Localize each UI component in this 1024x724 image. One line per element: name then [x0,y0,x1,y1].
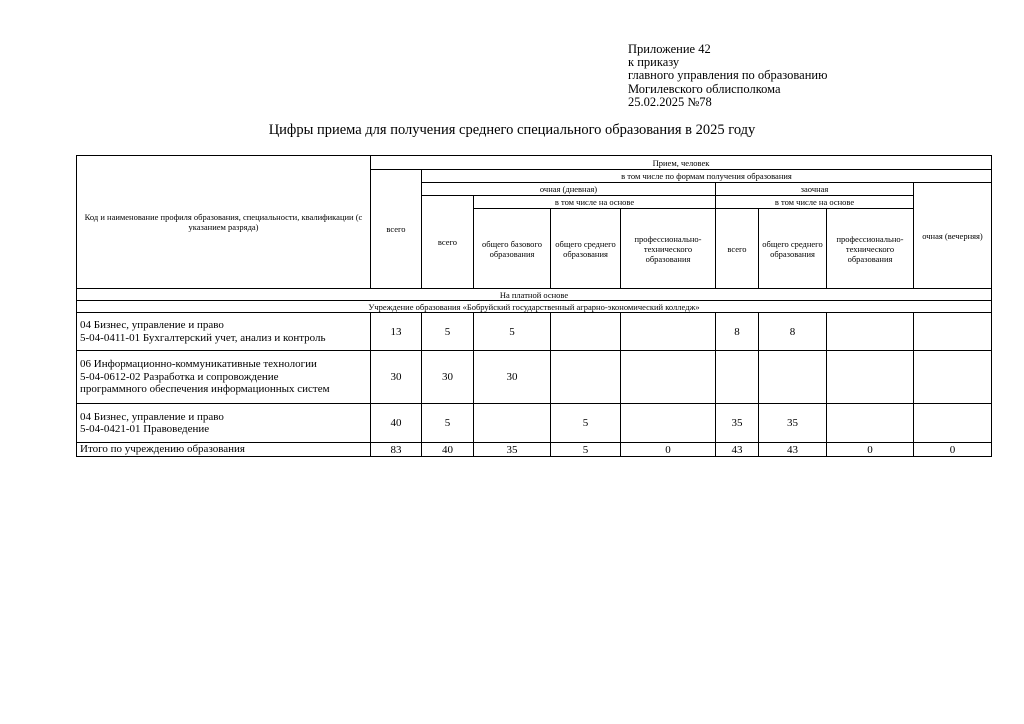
cell-corr-total: 8 [716,313,759,351]
row-name [77,313,371,351]
cell-total: 30 [371,351,422,404]
cell-corr-secondary [759,351,827,404]
header-evening: очная (вечерняя) [914,183,992,289]
header-day-total: всего [422,196,474,289]
name-line: программного обеспечения информационных систем [80,383,330,396]
total-cell-day-vocational: 0 [621,443,716,457]
cell-day-total: 5 [422,313,474,351]
cell-day-basic: 5 [474,313,551,351]
cell-day-total: 30 [422,351,474,404]
header-total: всего [371,170,422,289]
name-line: 04 Бизнес, управление и право [80,319,224,331]
header-admission: Прием, человек [371,156,992,170]
cell-day-secondary: 5 [551,404,621,443]
cell-day-vocational [621,351,716,404]
cell-total: 13 [371,313,422,351]
cell-day-vocational [621,313,716,351]
name-line: 5-04-0421-01 Правоведение [80,423,210,435]
name-line: 06 Информационно-коммуникативные технологии [80,358,317,371]
appendix-block [628,43,827,109]
total-cell-day-basic: 35 [474,443,551,457]
appendix-line: Приложение 42 [628,42,711,56]
cell-total: 40 [371,404,422,443]
document-title: Цифры приема для получения среднего специального образования в 2025 году [268,122,756,138]
total-cell-total: 83 [371,443,422,457]
header-day-secondary: общего среднего образования [551,209,621,289]
cell-evening [914,404,992,443]
total-cell-day-secondary: 5 [551,443,621,457]
appendix-line: главного управления по образованию [628,68,828,83]
header-corr-secondary: общего среднего образования [759,209,827,289]
cell-day-total: 5 [422,404,474,443]
table-row [77,313,992,351]
cell-corr-total: 35 [716,404,759,443]
appendix-line: к приказу [628,55,680,70]
header-corr-vocational: профессионально-технического образования [827,209,914,289]
header-fulltime-day: очная (дневная) [422,183,716,196]
appendix-line: Могилевского облисполкома [628,81,781,96]
cell-corr-total [716,351,759,404]
name-line: 04 Бизнес, управление и право [80,410,224,423]
section-paid-basis: На платной основе [77,289,992,301]
total-label: Итого по учреждению образования [77,443,371,457]
cell-evening [914,351,992,404]
admissions-table [76,155,992,457]
header-correspondence: заочная [716,183,914,196]
cell-day-basic [474,404,551,443]
header-including-basis-day: в том числе на основе [474,196,716,209]
cell-day-vocational [621,404,716,443]
table-row [77,404,992,443]
row-name [77,404,371,443]
cell-day-secondary [551,351,621,404]
total-cell-corr-total: 43 [716,443,759,457]
header-by-forms: в том числе по формам получения образования [422,170,992,183]
total-cell-corr-vocational: 0 [827,443,914,457]
cell-corr-vocational [827,313,914,351]
total-cell-day-total: 40 [422,443,474,457]
table-row [77,351,992,404]
appendix-line: 25.02.2025 №78 [628,94,712,109]
header-including-basis-corr: в том числе на основе [716,196,914,209]
header-corr-total: всего [716,209,759,289]
total-row [77,443,992,457]
total-cell-corr-secondary: 43 [759,443,827,457]
institution-name: Учреждение образования «Бобруйский государственный аграрно-экономический колледж» [77,301,992,313]
header-day-basic: общего базового образования [474,209,551,289]
total-cell-evening: 0 [914,443,992,457]
cell-corr-secondary: 35 [759,404,827,443]
name-line: 5-04-0411-01 Бухгалтерский учет, анализ и контроль [80,331,326,344]
header-profile: Код и наименование профиля образования, специальности, квалификации (с указанием разряда) [77,156,371,289]
cell-corr-vocational [827,351,914,404]
cell-corr-secondary: 8 [759,313,827,351]
cell-day-basic: 30 [474,351,551,404]
header-day-vocational: профессионально-технического образования [621,209,716,289]
cell-evening [914,313,992,351]
name-line: 5-04-0612-02 Разработка и сопровождение [80,370,279,383]
cell-day-secondary [551,313,621,351]
cell-corr-vocational [827,404,914,443]
row-name [77,351,371,404]
